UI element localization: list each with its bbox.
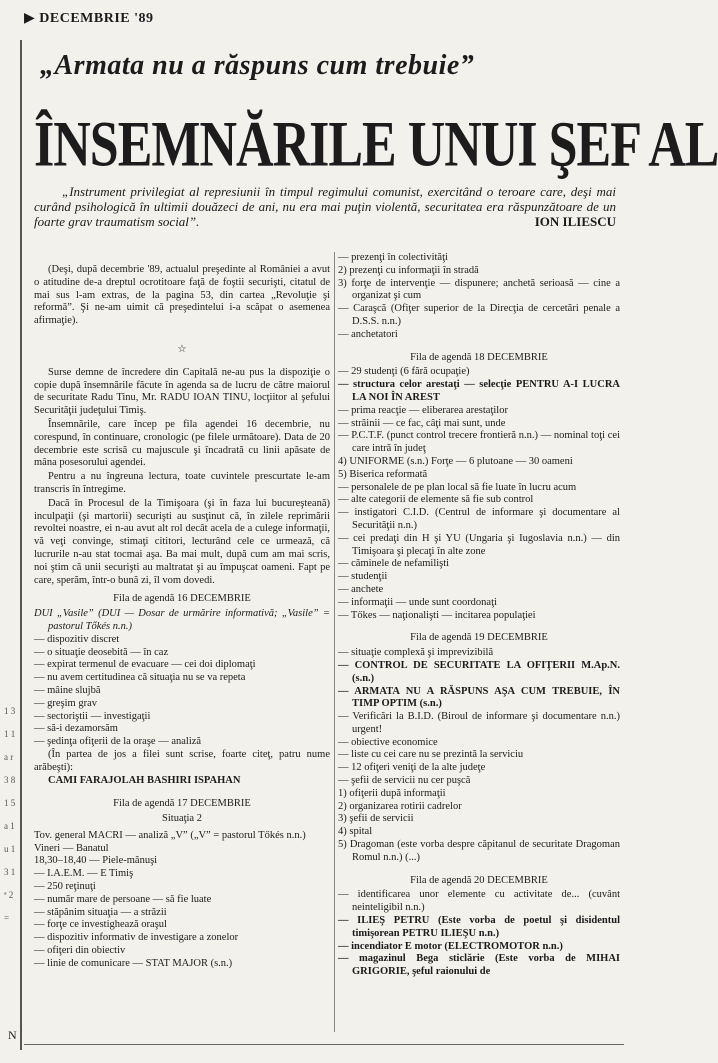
agenda-item: — linie de comunicare — STAT MAJOR (s.n.) <box>34 957 233 969</box>
agenda-item: 3) şefii de servicii <box>338 813 414 825</box>
article-headline: ÎNSEMNĂRILE UNUI ŞEF AL <box>34 109 718 181</box>
agenda-list-20 <box>338 889 620 979</box>
agenda-item: — I.A.E.M. — E Timiş <box>34 868 134 880</box>
agenda-page-heading: Fila de agendă 19 DECEMBRIE <box>410 632 548 644</box>
agenda-item: — forţe ce investighează oraşul <box>34 919 167 931</box>
arrow-icon: ▶ <box>24 11 36 26</box>
agenda-item: — număr mare de persoane — să fie luate <box>34 893 212 905</box>
bottom-rule <box>24 1044 624 1045</box>
agenda-item: — structura celor arestaţi — selecţie PENTRU A-I LUCRA LA NOI ÎN AREST <box>338 379 620 403</box>
agenda-list-19 <box>338 647 620 865</box>
agenda-item: — stăpânim situaţia — a străzii <box>34 906 167 918</box>
agenda-subheading: DUI „Vasile” (DUI — Dosar de urmărire informativă; „Vasile” = pastorul Tőkés n.n.) <box>34 608 330 632</box>
margin-letter: N <box>8 1028 17 1042</box>
paragraph: Dacă în Procesul de la Timişoara (şi în faza lui bucureşteană) inculpaţii (şi martorii) securişti au susţinut că, în zilele reprimării revoltei noastre, ei n-au avut alt rol decât acela de a culege informaţii, vă veţi convinge, stimaţi cititori, lecturând cele ce urmează, că lucrurile n-au stat tocmai aşa. Ba mai mult, după cum am mai scris, noi ştim că unii securişti au maltratat şi au împuşcat oameni. Fapt pe care, sperăm, într-o bună zi, îl vom dovedi. <box>34 497 330 586</box>
section-label: DECEMBRIE '89 <box>39 11 154 26</box>
agenda-item: 4) UNIFORME (s.n.) Forţe — 6 plutoane — 30 oameni <box>338 455 573 467</box>
agenda-item: — 250 reţinuţi <box>34 881 96 893</box>
agenda-list-16 <box>34 634 330 749</box>
agenda-item: — magazinul Bega sticlărie (Este vorba de MIHAI GRIGORIE, şeful raionului de <box>338 953 620 978</box>
agenda-item: — CONTROL DE SECURITATE LA OFIŢERII M.Ap.N. (s.n.) <box>338 659 620 684</box>
agenda-item: — liste cu cei care nu se prezintă la serviciu <box>338 749 524 761</box>
agenda-item: 18,30–18,40 — Piele-mănuşi <box>34 855 158 867</box>
agenda-item: — străinii — ce fac, câţi mai sunt, unde <box>338 417 506 429</box>
agenda-list-17 <box>34 830 330 971</box>
agenda-item: — mâine slujbă <box>34 684 101 696</box>
agenda-item: 5) Dragoman (este vorba despre căpitanul de securitate Dragoman Romul n.n.) (...) <box>338 839 620 863</box>
epigraph-quote <box>34 184 616 229</box>
left-margin-rule <box>20 40 22 1050</box>
agenda-item: — instigatori C.I.D. (Centrul de informare şi documentare al Securităţii n.n.) <box>338 507 620 531</box>
agenda-item: — informaţii — unde sunt coordonaţi <box>338 596 497 608</box>
agenda-item: — 12 ofiţeri veniţi de la alte judeţe <box>338 762 486 774</box>
arab-names: CAMI FARAJOLAH BASHIRI ISPAHAN <box>48 775 241 787</box>
agenda-item: — studenţii <box>338 571 388 583</box>
agenda-item: — dispozitiv discret <box>34 633 120 645</box>
agenda-item: — expirat termenul de evacuare — cei doi diplomaţi <box>34 659 256 671</box>
agenda-item: — prezenţi în colectivităţi <box>338 252 448 263</box>
agenda-item: — greşim grav <box>34 697 97 709</box>
agenda-item: — incendiator E motor (ELECTROMOTOR n.n.) <box>338 940 563 952</box>
agenda-page-heading: Fila de agendă 16 DECEMBRIE <box>113 593 251 605</box>
agenda-list-continued <box>338 252 620 342</box>
agenda-item: — situaţie complexă şi imprevizibilă <box>338 647 494 659</box>
agenda-item: — obiective economice <box>338 736 438 748</box>
quote-text: „Instrument privilegiat al represiunii în timpul regimului comunist, exercitând o teroare care, deşi mai curând psihologică în ultimii douăzeci de ani, nu era mai puţin violentă, securitatea era răspunzătoare de un foarte grav traumatism social”. <box>34 184 616 229</box>
agenda-subheading: Situaţia 2 <box>162 813 202 825</box>
margin-marks: 1 3 1 1 a r 3 8 1 5 a 1 u 1 3 1 ª 2 = <box>4 706 16 923</box>
agenda-item: — ARMATA NU A RĂSPUNS AŞA CUM TREBUIE, ÎN TIMP OPTIM (s.n.) <box>338 685 620 710</box>
agenda-item: — Verificări la B.I.D. (Biroul de informare şi documentare n.n.) urgent! <box>338 711 620 735</box>
agenda-item: — să-i dezamorsăm <box>34 723 118 735</box>
agenda-item: 1) ofiţerii după informaţii <box>338 787 446 799</box>
column-divider <box>334 252 335 1032</box>
agenda-item: — anchete <box>338 583 384 595</box>
agenda-item: — nu avem certitudinea că situaţia nu se va repeta <box>34 672 246 684</box>
agenda-item: — 29 studenţi (6 fără ocupaţie) <box>338 366 470 378</box>
agenda-list-18 <box>338 366 620 622</box>
agenda-item: — anchetatori <box>338 328 398 340</box>
agenda-item: — alte categorii de elemente să fie sub control <box>338 494 534 506</box>
agenda-item: — dispozitiv informativ de investigare a zonelor <box>34 932 239 944</box>
agenda-item: — P.C.T.F. (punct control trecere frontieră n.n.) — nominal toţi cei care intră în judeţ <box>338 430 620 455</box>
agenda-item: — Tőkes — naţionalişti — incitarea populaţiei <box>338 609 536 621</box>
agenda-item: — cei predaţi din H şi YU (Ungaria şi Iugoslavia n.n.) — din Timişoara şi plecaţi în alte zone <box>338 532 620 557</box>
agenda-page-heading: Fila de agendă 18 DECEMBRIE <box>410 351 548 363</box>
agenda-item: 3) forţe de intervenţie — dispunere; anchetă serioasă — cine a organizat şi cum <box>338 277 620 302</box>
left-column <box>34 264 330 971</box>
right-column <box>338 252 620 979</box>
paragraph: Însemnările, care încep pe fila agendei 16 decembrie, nu corespund, în continuare, cronologic (pe filele următoare). Data de 20 decembrie este scrisă cu majuscule şi încadrată cu linii apăsate de mâna posesorului agendei. <box>34 418 330 469</box>
agenda-page-heading: Fila de agendă 17 DECEMBRIE <box>113 798 251 810</box>
agenda-item: — prima reacţie — eliberarea arestaţilor <box>338 404 508 416</box>
agenda-item: Tov. general MACRI — analiză „V” („V” = pastorul Tőkés n.n.) <box>34 829 306 841</box>
editor-note: (Deşi, după decembrie '89, actualul preşedinte al României a avut o atitudine de-a dreptul ocrotitoare faţă de foştii securişti, citatul de mai sus l-am extras, de la pagina 53, din cartea „Revoluţie şi reformă”. Şi ne-am uimit că preşedintelui i-a scăpat o asemenea afirmaţie). <box>34 264 330 327</box>
section-header <box>24 10 154 27</box>
agenda-item: 4) spital <box>338 826 373 838</box>
agenda-item: 5) Biserica reformată <box>338 468 428 480</box>
agenda-item: — căminele de nefamilişti <box>338 558 450 570</box>
article-subtitle: „Armata nu a răspuns cum trebuie” <box>40 50 475 81</box>
agenda-item: 2) prezenţi cu informaţii în stradă <box>338 264 479 276</box>
agenda-item: — ofiţeri din obiectiv <box>34 945 126 957</box>
agenda-item: — personalele de pe plan local să fie luate în lucru acum <box>338 481 577 493</box>
paragraph: Surse demne de încredere din Capitală ne-au pus la dispoziţie o copie după însemnările făcute în agenda sa de lucru de către maiorul de securitate Radu Tinu, Mr. RADU IOAN TINU, locţiitor al şefului Securităţii judeţului Timiş. <box>34 366 330 417</box>
agenda-item: — Caraşcă (Ofiţer superior de la Direcţia de cercetări penale a D.S.S. n.n.) <box>338 303 620 327</box>
agenda-page-heading: Fila de agendă 20 DECEMBRIE <box>410 874 548 886</box>
agenda-item: — şefii de servicii nu cer puşcă <box>338 775 471 787</box>
agenda-item: — şedinţa ofiţerii de la oraşe — analiză <box>34 736 202 748</box>
quote-author: ION ILIESCU <box>534 214 616 229</box>
agenda-note: (În partea de jos a filei sunt scrise, foarte citeţ, patru nume arăbeşti): <box>34 748 330 773</box>
agenda-item: — o situaţie deosebită — în caz <box>34 646 169 658</box>
agenda-item: 2) organizarea rotirii cadrelor <box>338 800 462 812</box>
agenda-item: — identificarea unor elemente cu activitate de... (cuvânt neinteligibil n.n.) <box>338 889 620 914</box>
paragraph: Pentru a nu îngreuna lectura, toate cuvintele prescurtate le-am transcris în întregime. <box>34 471 330 495</box>
agenda-item: — ILIEŞ PETRU (Este vorba de poetul şi disidentul timişorean PETRU ILIEŞU n.n.) <box>338 915 620 939</box>
agenda-item: Vineri — Banatul <box>34 842 109 854</box>
star-separator-icon: ☆ <box>177 343 187 355</box>
agenda-item: — sectoriştii — investigaţii <box>34 710 151 722</box>
